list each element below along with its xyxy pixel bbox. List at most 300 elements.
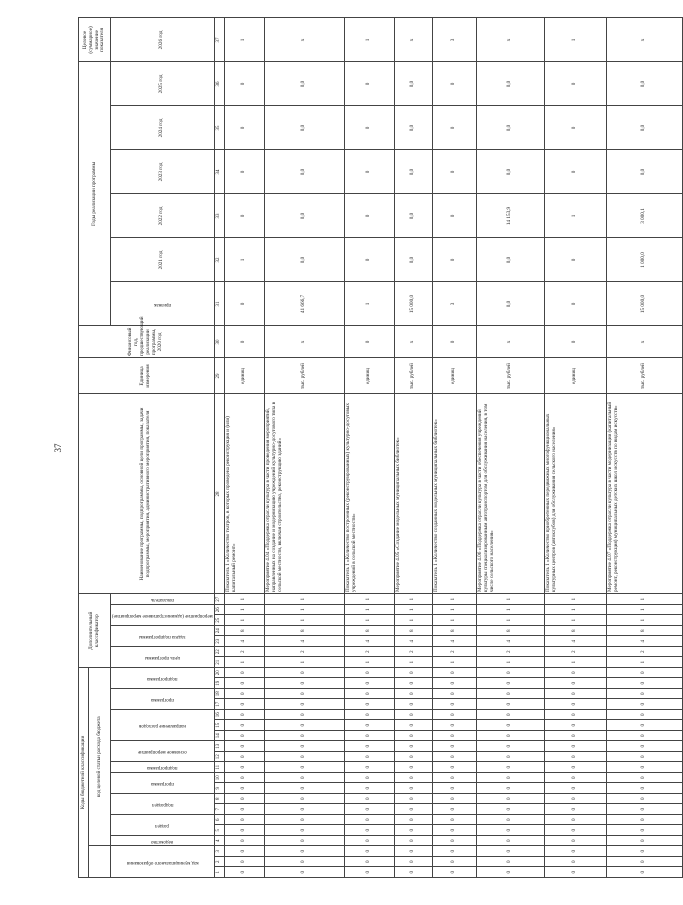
row-unit: единиц (224, 358, 264, 394)
row-name: Показатель 1 «Количество приобретенных передвижных многофункциональных культурных центров (автоклубов) для обслуживания сельского населения» (544, 394, 606, 594)
row-fin-year: 0 (544, 326, 606, 358)
code-label (111, 710, 215, 742)
code-cell: 0 (264, 773, 344, 784)
code-cell: 0 (606, 720, 682, 731)
code-cell: 1 (432, 657, 476, 668)
row-year-value: 0 (224, 150, 264, 194)
code-cell: 0 (606, 668, 682, 679)
row-year-value: 1 000,0 (606, 238, 682, 282)
code-cell: 0 (606, 710, 682, 721)
code-cell: 1 (544, 594, 606, 605)
row-year-value: 0 (544, 282, 606, 326)
column-number: 15 (214, 720, 224, 731)
row-year-value: 0 (224, 282, 264, 326)
code-cell: 0 (224, 762, 264, 773)
code-cell: 1 (432, 605, 476, 616)
unit-header: Единица измерения (79, 358, 215, 394)
code-cell: 0 (544, 857, 606, 868)
code-cell: 1 (606, 605, 682, 616)
code-cell: 2 (544, 647, 606, 658)
column-number: 9 (214, 783, 224, 794)
code-cell: 1 (476, 605, 544, 616)
code-label-text: подраздел (151, 801, 174, 807)
row-year-value: 0 (544, 62, 606, 106)
code-cell: 0 (344, 815, 394, 826)
table-row (476, 18, 544, 878)
row-year-value: 3 000,1 (606, 194, 682, 238)
row-fin-year: х (476, 326, 544, 358)
row-year-value: 0,0 (476, 106, 544, 150)
code-cell: 0 (544, 815, 606, 826)
code-cell: 1 (432, 594, 476, 605)
column-number: 32 (214, 238, 224, 282)
row-name: Показатель 1 «Количество построенных (реконструированных) культурно-досуговых учреждений в сельской местности» (344, 394, 394, 594)
code-cell: 0 (606, 794, 682, 805)
table-row (432, 18, 476, 878)
code-cell: 0 (224, 710, 264, 721)
code-cell: 1 (476, 657, 544, 668)
code-cell: 0 (432, 857, 476, 868)
code-cell: 0 (394, 783, 432, 794)
column-number: 13 (214, 741, 224, 752)
code-cell: 0 (476, 804, 544, 815)
budget-classification-header: Коды бюджетной классификации (79, 668, 89, 878)
code-cell: 0 (432, 710, 476, 721)
year-header: 2022 год (111, 194, 215, 238)
code-cell: 0 (606, 731, 682, 742)
code-cell: 1 (394, 594, 432, 605)
row-name: Мероприятие 4.07 «Поддержка отрасли культура в части модернизации (капитальный ремонт, реконструкция) муниципальных детских школ искусств по видам искусств» (606, 394, 682, 594)
code-cell: 8 (476, 626, 544, 637)
column-number: 23 (214, 636, 224, 647)
code-label-text: подпрограмма (147, 675, 178, 681)
row-year-value: 0 (224, 62, 264, 106)
code-cell: 1 (344, 657, 394, 668)
column-number: 35 (214, 106, 224, 150)
row-year-value: 0 (344, 150, 394, 194)
code-cell: 0 (264, 741, 344, 752)
code-cell: 0 (476, 783, 544, 794)
code-cell: 2 (476, 647, 544, 658)
table-row (224, 18, 264, 878)
code-cell: 0 (224, 741, 264, 752)
code-cell: 0 (476, 825, 544, 836)
code-cell: 0 (544, 678, 606, 689)
code-cell: 0 (476, 720, 544, 731)
code-cell: 2 (224, 647, 264, 658)
code-cell: 1 (544, 657, 606, 668)
row-year-value: 0 (432, 106, 476, 150)
row-name: Мероприятие 4.06 «Поддержка отрасли культура в части обеспечения учреждений культуры специализированным автотранспортом для обслуживания населения, в том числе сельского населения» (476, 394, 544, 594)
code-label-text: задача подпрограммы (139, 633, 186, 639)
code-cell: 8 (432, 626, 476, 637)
code-cell: 0 (224, 699, 264, 710)
code-cell: 0 (264, 804, 344, 815)
code-cell: 0 (394, 762, 432, 773)
code-label (111, 689, 215, 710)
code-cell: 0 (394, 804, 432, 815)
row-year-value: 0 (544, 150, 606, 194)
row-target: х (476, 18, 544, 62)
code-cell: 0 (394, 836, 432, 847)
row-year-value: 0,0 (476, 282, 544, 326)
code-label-text: направление расходов (138, 723, 186, 729)
column-number: 28 (214, 394, 224, 594)
code-cell: 0 (394, 825, 432, 836)
column-number: 10 (214, 773, 224, 784)
row-unit: тыс. рублей (394, 358, 432, 394)
code-cell: 0 (264, 678, 344, 689)
row-year-value: 0,0 (264, 194, 344, 238)
row-year-value: 0,0 (264, 62, 344, 106)
code-label (111, 647, 215, 668)
row-fin-year: х (394, 326, 432, 358)
year-header: 2023 год (111, 150, 215, 194)
column-number: 8 (214, 794, 224, 805)
code-cell: 0 (606, 678, 682, 689)
code-cell: 4 (264, 636, 344, 647)
code-cell: 0 (432, 720, 476, 731)
code-cell: 1 (224, 615, 264, 626)
row-year-value: 0 (432, 62, 476, 106)
code-header-empty (89, 846, 111, 878)
row-year-value: 0,0 (606, 106, 682, 150)
code-cell: 0 (432, 846, 476, 857)
row-unit: единиц (432, 358, 476, 394)
code-cell: 0 (224, 857, 264, 868)
code-cell: 0 (476, 836, 544, 847)
code-cell: 2 (344, 647, 394, 658)
code-cell: 0 (264, 825, 344, 836)
code-cell: 0 (606, 699, 682, 710)
code-cell: 8 (606, 626, 682, 637)
code-cell: 0 (476, 867, 544, 878)
code-cell: 0 (394, 720, 432, 731)
code-cell: 0 (394, 857, 432, 868)
row-year-value: 0,0 (476, 62, 544, 106)
code-label-text: программа (150, 780, 174, 786)
code-label (111, 794, 215, 815)
code-cell: 0 (606, 846, 682, 857)
column-number: 30 (214, 326, 224, 358)
code-cell: 1 (476, 615, 544, 626)
code-cell: 1 (544, 605, 606, 616)
code-label (111, 282, 215, 326)
row-year-value: 0 (432, 194, 476, 238)
code-cell: 0 (264, 752, 344, 763)
column-number: 17 (214, 699, 224, 710)
code-cell: 0 (224, 689, 264, 700)
code-label-text: цель программы (144, 654, 180, 660)
table-row (544, 18, 606, 878)
code-cell: 0 (544, 783, 606, 794)
row-year-value: 41 666,7 (264, 282, 344, 326)
year-header: 2026 год (111, 18, 215, 62)
code-cell: 0 (476, 752, 544, 763)
code-cell: 0 (432, 773, 476, 784)
code-cell: 0 (544, 762, 606, 773)
code-cell: 0 (544, 699, 606, 710)
row-year-value: 0,0 (394, 150, 432, 194)
code-label (111, 762, 215, 773)
column-number: 16 (214, 710, 224, 721)
code-cell: 0 (344, 762, 394, 773)
code-cell: 0 (544, 720, 606, 731)
code-cell: 0 (394, 699, 432, 710)
row-name: Мероприятие 4.05 «Создание модельных муниципальных библиотек» (394, 394, 432, 594)
code-cell: 0 (344, 804, 394, 815)
code-label-text: основное мероприятие (138, 749, 187, 755)
code-cell: 4 (606, 636, 682, 647)
code-cell: 0 (432, 825, 476, 836)
column-number: 6 (214, 815, 224, 826)
code-cell: 0 (606, 867, 682, 878)
code-cell: 0 (224, 678, 264, 689)
code-cell: 0 (344, 710, 394, 721)
code-cell: 0 (394, 773, 432, 784)
code-cell: 0 (344, 825, 394, 836)
code-cell: 0 (344, 678, 394, 689)
code-cell: 4 (544, 636, 606, 647)
code-cell: 0 (224, 846, 264, 857)
row-year-value: 0,0 (394, 62, 432, 106)
code-cell: 0 (432, 699, 476, 710)
code-cell: 1 (224, 605, 264, 616)
column-number: 26 (214, 605, 224, 616)
code-cell: 0 (476, 741, 544, 752)
code-label (111, 668, 215, 689)
row-year-value: 0,0 (394, 238, 432, 282)
row-year-value: 0,0 (476, 238, 544, 282)
code-label (111, 815, 215, 836)
code-cell: 0 (394, 668, 432, 679)
row-unit: тыс. рублей (606, 358, 682, 394)
code-cell: 4 (344, 636, 394, 647)
code-cell: 8 (344, 626, 394, 637)
column-number: 20 (214, 668, 224, 679)
row-year-value: 15 000,0 (606, 282, 682, 326)
code-cell: 1 (394, 615, 432, 626)
code-cell: 0 (432, 668, 476, 679)
code-label-text: ведомство (151, 838, 174, 844)
row-target: 1 (224, 18, 264, 62)
code-cell: 0 (344, 773, 394, 784)
code-cell: 8 (224, 626, 264, 637)
code-cell: 0 (476, 699, 544, 710)
code-cell: 1 (344, 605, 394, 616)
column-number: 31 (214, 282, 224, 326)
code-cell: 1 (432, 615, 476, 626)
year-header: 2024 год (111, 106, 215, 150)
code-cell: 0 (432, 762, 476, 773)
code-label (111, 773, 215, 794)
column-number: 3 (214, 846, 224, 857)
row-year-value: 0,0 (606, 150, 682, 194)
code-cell: 1 (544, 615, 606, 626)
table-row (394, 18, 432, 878)
code-cell: 0 (544, 741, 606, 752)
row-target: 1 (544, 18, 606, 62)
row-target: 1 (344, 18, 394, 62)
code-cell: 1 (344, 615, 394, 626)
code-cell: 0 (344, 846, 394, 857)
row-year-value: 0 (344, 62, 394, 106)
row-target: 3 (432, 18, 476, 62)
code-cell: 0 (544, 689, 606, 700)
code-cell: 1 (264, 615, 344, 626)
column-number: 14 (214, 731, 224, 742)
row-year-value: 1 (344, 282, 394, 326)
code-cell: 8 (264, 626, 344, 637)
code-cell: 0 (606, 762, 682, 773)
code-cell: 0 (394, 741, 432, 752)
column-number: 22 (214, 647, 224, 658)
code-cell: 1 (344, 594, 394, 605)
row-unit: единиц (544, 358, 606, 394)
code-cell: 0 (264, 836, 344, 847)
code-cell: 1 (476, 594, 544, 605)
row-year-value: 1 (224, 238, 264, 282)
code-label-text: раздел (155, 822, 170, 828)
code-cell: 4 (476, 636, 544, 647)
column-number: 25 (214, 615, 224, 626)
code-cell: 0 (544, 867, 606, 878)
code-cell: 0 (224, 720, 264, 731)
row-year-value: 0,0 (606, 62, 682, 106)
code-cell: 0 (606, 836, 682, 847)
table-row (606, 18, 682, 878)
code-cell: 0 (264, 815, 344, 826)
row-target: х (264, 18, 344, 62)
row-year-value: 0 (344, 238, 394, 282)
code-cell: 1 (224, 657, 264, 668)
code-cell: 1 (606, 594, 682, 605)
code-cell: 0 (224, 804, 264, 815)
code-cell: 0 (432, 783, 476, 794)
code-cell: 0 (432, 689, 476, 700)
row-year-value: 0,0 (476, 150, 544, 194)
row-target: х (606, 18, 682, 62)
code-label-text: показатель (150, 597, 174, 603)
code-cell: 0 (344, 752, 394, 763)
code-cell: 0 (264, 668, 344, 679)
code-label (111, 605, 215, 626)
code-label (111, 741, 215, 762)
row-year-value: 0 (544, 238, 606, 282)
table-row (344, 18, 394, 878)
code-cell: 0 (344, 731, 394, 742)
row-name: Показатель 1 «Количество театров, в которых проведена реконструкция и (или) капитальный ремонт» (224, 394, 264, 594)
code-cell: 0 (264, 783, 344, 794)
code-cell: 0 (432, 815, 476, 826)
code-cell: 0 (394, 752, 432, 763)
code-cell: 0 (432, 678, 476, 689)
code-label (111, 846, 215, 878)
code-cell: 0 (432, 794, 476, 805)
column-number: 7 (214, 804, 224, 815)
code-cell: 0 (476, 762, 544, 773)
code-label-text: мероприятие (административное мероприятие) (112, 612, 213, 618)
column-number: 24 (214, 626, 224, 637)
code-cell: 0 (224, 867, 264, 878)
additional-classifier-header: Дополнительный классификатор (79, 594, 111, 668)
code-cell: 0 (344, 668, 394, 679)
row-unit: тыс. рублей (476, 358, 544, 394)
code-cell: 1 (224, 594, 264, 605)
code-cell: 0 (344, 794, 394, 805)
code-cell: 0 (344, 741, 394, 752)
fin-year-header: Финансовый год, предшествующий реализации программы, 2020 год (79, 326, 215, 358)
column-number: 1 (214, 867, 224, 878)
row-unit: единиц (344, 358, 394, 394)
code-label (111, 594, 215, 605)
code-cell: 0 (264, 762, 344, 773)
row-year-value: 1 (544, 194, 606, 238)
year-header: 2025 год (111, 62, 215, 106)
code-cell: 0 (394, 815, 432, 826)
code-cell: 1 (606, 657, 682, 668)
row-fin-year: 0 (432, 326, 476, 358)
column-number: 18 (214, 689, 224, 700)
code-cell: 0 (544, 846, 606, 857)
row-year-value: 0 (224, 194, 264, 238)
code-cell: 0 (432, 804, 476, 815)
code-cell: 0 (544, 752, 606, 763)
code-cell: 1 (606, 615, 682, 626)
code-cell: 0 (606, 773, 682, 784)
code-cell: 0 (544, 710, 606, 721)
code-cell: 0 (224, 752, 264, 763)
code-cell: 0 (224, 668, 264, 679)
code-cell: 0 (606, 815, 682, 826)
code-cell: 1 (264, 605, 344, 616)
name-header: Наименование программы, подпрограммы, основной цели программы, задачи подпрограммы, мероприятия, административного мероприятия, показателя (79, 394, 215, 594)
code-cell: 0 (476, 773, 544, 784)
column-number: 2 (214, 857, 224, 868)
code-cell: 0 (476, 794, 544, 805)
target-value-header: Целевое (суммарное) значение показателя (79, 18, 111, 62)
page-number: 37 (53, 443, 63, 453)
code-cell: 1 (394, 605, 432, 616)
row-target: х (394, 18, 432, 62)
column-number: 34 (214, 150, 224, 194)
row-year-value: 0,0 (264, 238, 344, 282)
code-cell: 0 (606, 752, 682, 763)
code-cell: 0 (264, 710, 344, 721)
code-cell: 0 (606, 825, 682, 836)
rotated-page (78, 26, 647, 878)
code-cell: 1 (264, 657, 344, 668)
row-year-value: 15 000,0 (394, 282, 432, 326)
code-cell: 8 (394, 626, 432, 637)
code-cell: 0 (264, 720, 344, 731)
code-cell: 0 (224, 815, 264, 826)
table-row (264, 18, 344, 878)
code-cell: 0 (544, 825, 606, 836)
code-cell: 1 (264, 594, 344, 605)
column-number: 19 (214, 678, 224, 689)
column-number: 37 (214, 18, 224, 62)
code-cell: 0 (432, 731, 476, 742)
row-year-value: 0 (344, 194, 394, 238)
row-fin-year: 0 (224, 326, 264, 358)
expenditure-codes-header: код целевой статьи расхода бюджета (89, 668, 111, 847)
code-cell: 2 (606, 647, 682, 658)
code-cell: 0 (344, 857, 394, 868)
column-number: 4 (214, 836, 224, 847)
code-cell: 0 (224, 825, 264, 836)
row-year-value: 3 (432, 282, 476, 326)
